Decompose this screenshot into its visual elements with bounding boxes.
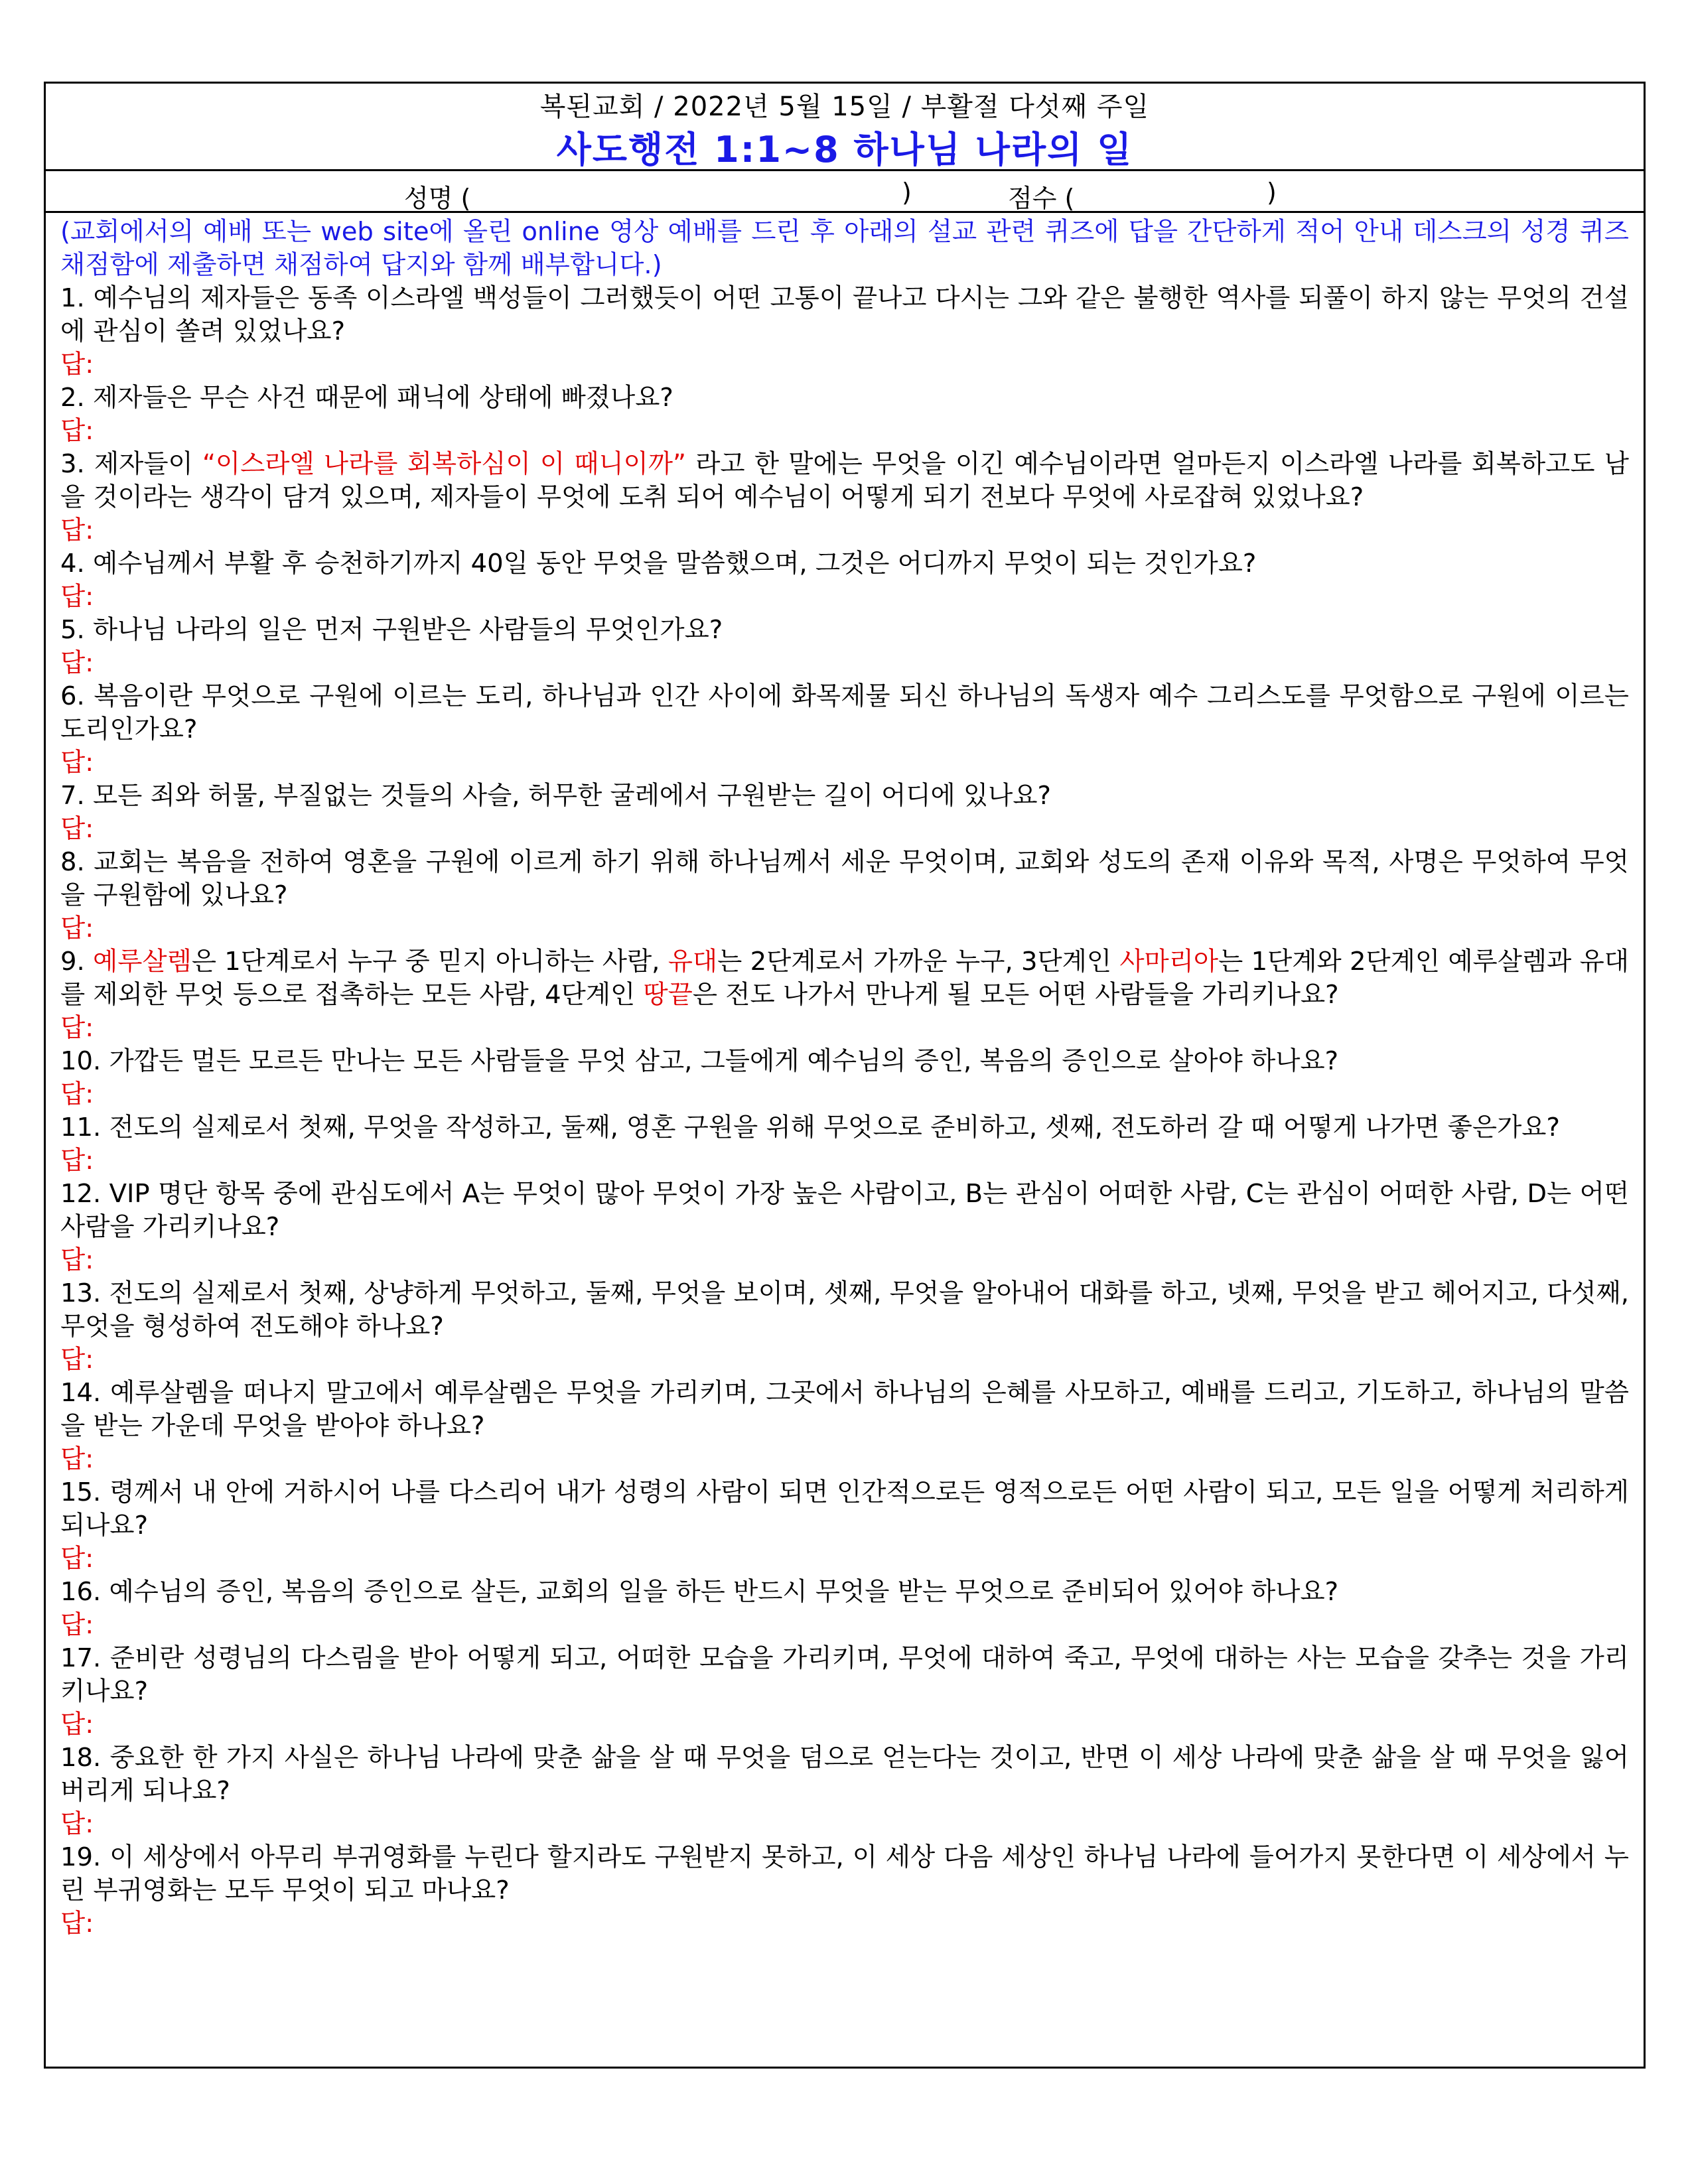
keyword-judea: 유대: [668, 947, 718, 977]
answer-label: 답:: [60, 350, 94, 379]
score-close: ): [1267, 178, 1277, 207]
question-9-text-1: 은 1단계로서 누구 중 믿지 아니하는 사람,: [191, 947, 668, 977]
answer-label: 답:: [60, 582, 94, 612]
question-17: 17. 준비란 성령님의 다스림을 받아 어떻게 되고, 어떠한 모습을 가리키며, 무엇에 대하여 죽고, 무엇에 대하는 사는 모습을 갖추는 것을 가리키나요?: [60, 1643, 1629, 1706]
name-label: 성명 (: [404, 184, 471, 213]
score-label: 점수 (: [1008, 184, 1075, 213]
answer-label: 답:: [60, 1809, 94, 1839]
question-3: [60, 448, 1629, 514]
answer-label: 답:: [60, 1079, 94, 1109]
answer-label: 답:: [60, 1444, 94, 1474]
question-10: 10. 가깝든 멀든 모르든 만나는 모든 사람들을 무엇 삼고, 그들에게 예수님의 증인, 복음의 증인으로 살아야 하나요?: [60, 1046, 1339, 1076]
question-15: 15. 령께서 내 안에 거하시어 나를 다스리어 내가 성령의 사람이 되면 인간적으로든 영적으로든 어떤 사람이 되고, 모든 일을 어떻게 처리하게 되나요?: [60, 1477, 1629, 1540]
answer-label: 답:: [60, 1710, 94, 1740]
answer-label: 답:: [60, 515, 94, 545]
answer-label: 답:: [60, 1544, 94, 1574]
answer-label: 답:: [60, 416, 94, 446]
page-title: 사도행전 1:1~8 하나님 나라의 일: [556, 129, 1133, 171]
org-date-line: 복된교회 / 2022년 5월 15일 / 부활절 다섯째 주일: [539, 91, 1150, 122]
question-11: 11. 전도의 실제로서 첫째, 무엇을 작성하고, 둘째, 영혼 구원을 위해 무엇으로 준비하고, 셋째, 전도하러 갈 때 어떻게 나가면 좋은가요?: [60, 1113, 1560, 1142]
question-9-text-2: 는 2단계로서 가까운 누구, 3단계인: [717, 947, 1120, 977]
question-14: 14. 예루살렘을 떠나지 말고에서 예루살렘은 무엇을 가리키며, 그곳에서 하나님의 은혜를 사모하고, 예배를 드리고, 기도하고, 하나님의 말씀을 받는 가운데 무엇을 받아야 하나요?: [60, 1378, 1629, 1441]
answer-label: 답:: [60, 814, 94, 844]
question-3-text-rest: 라고 한 말에는 무엇을 이긴 예수님이라면 얼마든지 이스라엘 나라를 회복하고도 남을 것이라는 생각이 담겨 있으며, 제자들이 무엇에 도취 되어 예수님이 어떻게 되기 전보다 무엇에 사로잡혀 있었나요?: [60, 449, 1629, 512]
answer-label: 답:: [60, 1610, 94, 1640]
header-org-row: [46, 84, 1644, 125]
answer-label: 답:: [60, 914, 94, 943]
answer-label: 답:: [60, 1345, 94, 1375]
question-8: 8. 교회는 복음을 전하여 영혼을 구원에 이르게 하기 위해 하나님께서 세운 무엇이며, 교회와 성도의 존재 이유와 목적, 사명은 무엇하여 무엇을 구원함에 있나요?: [60, 847, 1629, 910]
answer-label: 답:: [60, 1013, 94, 1043]
name-score-row: [46, 171, 1644, 213]
question-9-text-3: 는 1단계와 2단계인 예루살렘과 유대를 제외한 무엇 등으로 접촉하는 모든 사람, 4단계인: [60, 947, 1629, 1010]
question-7: 7. 모든 죄와 허물, 부질없는 것들의 사슬, 허무한 굴레에서 구원받는 길이 어디에 있나요?: [60, 781, 1051, 811]
keyword-samaria: 사마리아: [1119, 947, 1219, 977]
name-close: ): [902, 178, 912, 207]
question-12: 12. VIP 명단 항목 중에 관심도에서 A는 무엇이 많아 무엇이 가장 높은 사람이고, B는 관심이 어떠한 사람, C는 관심이 어떠한 사람, D는 어떤 사람을 가리키나요?: [60, 1179, 1629, 1242]
question-19: 19. 이 세상에서 아무리 부귀영화를 누린다 할지라도 구원받지 못하고, 이 세상 다음 세상인 하나님 나라에 들어가지 못한다면 이 세상에서 누린 부귀영화는 모두 무엇이 되고 마나요?: [60, 1842, 1629, 1905]
answer-label: 답:: [60, 1146, 94, 1176]
question-9-number: 9.: [60, 947, 94, 977]
question-9: [60, 945, 1629, 1012]
question-4: 4. 예수님께서 부활 후 승천하기까지 40일 동안 무엇을 말씀했으며, 그것은 어디까지 무엇이 되는 것인가요?: [60, 549, 1257, 579]
answer-label: 답:: [60, 648, 94, 678]
quiz-content: [46, 213, 1644, 1941]
question-2: 2. 제자들은 무슨 사건 때문에 패닉에 상태에 빠졌나요?: [60, 383, 673, 413]
question-13: 13. 전도의 실제로서 첫째, 상냥하게 무엇하고, 둘째, 무엇을 보이며, 셋째, 무엇을 알아내어 대화를 하고, 넷째, 무엇을 받고 헤어지고, 다섯째, 무엇을 형성하여 전도해야 하나요?: [60, 1278, 1629, 1341]
question-16: 16. 예수님의 증인, 복음의 증인으로 살든, 교회의 일을 하든 반드시 무엇을 받는 무엇으로 준비되어 있어야 하나요?: [60, 1577, 1339, 1607]
keyword-jerusalem: 예루살렘: [93, 947, 192, 977]
answer-label: 답:: [60, 748, 94, 778]
question-6: 6. 복음이란 무엇으로 구원에 이르는 도리, 하나님과 인간 사이에 화목제물 되신 하나님의 독생자 예수 그리스도를 무엇함으로 구원에 이르는 도리인가요?: [60, 681, 1629, 744]
keyword-ends-of-earth: 땅끝: [643, 980, 693, 1010]
header-title-row: [46, 125, 1644, 171]
quiz-sheet: [44, 82, 1646, 2069]
question-3-text: 3. 제자들이: [60, 449, 202, 479]
instructions: (교회에서의 예배 또는 web site에 올린 online 영상 예배를 드린 후 아래의 설교 관련 퀴즈에 답을 간단하게 적어 안내 데스크의 성경 퀴즈 채점함에 제출하면 채점하여 답지와 함께 배부합니다.): [60, 217, 1629, 280]
question-1: 1. 예수님의 제자들은 동족 이스라엘 백성들이 그러했듯이 어떤 고통이 끝나고 다시는 그와 같은 불행한 역사를 되풀이 하지 않는 무엇의 건설에 관심이 쏠려 있었나요?: [60, 283, 1629, 346]
question-3-quote: “이스라엘 나라를 회복하심이 이 때니이까”: [202, 449, 686, 479]
question-9-text-4: 은 전도 나가서 만나게 될 모든 어떤 사람들을 가리키나요?: [692, 980, 1339, 1010]
question-18: 18. 중요한 한 가지 사실은 하나님 나라에 맞춘 삶을 살 때 무엇을 덤으로 얻는다는 것이고, 반면 이 세상 나라에 맞춘 삶을 살 때 무엇을 잃어버리게 되나요?: [60, 1743, 1629, 1806]
answer-label: 답:: [60, 1909, 94, 1939]
question-5: 5. 하나님 나라의 일은 먼저 구원받은 사람들의 무엇인가요?: [60, 615, 723, 645]
answer-label: 답:: [60, 1245, 94, 1275]
